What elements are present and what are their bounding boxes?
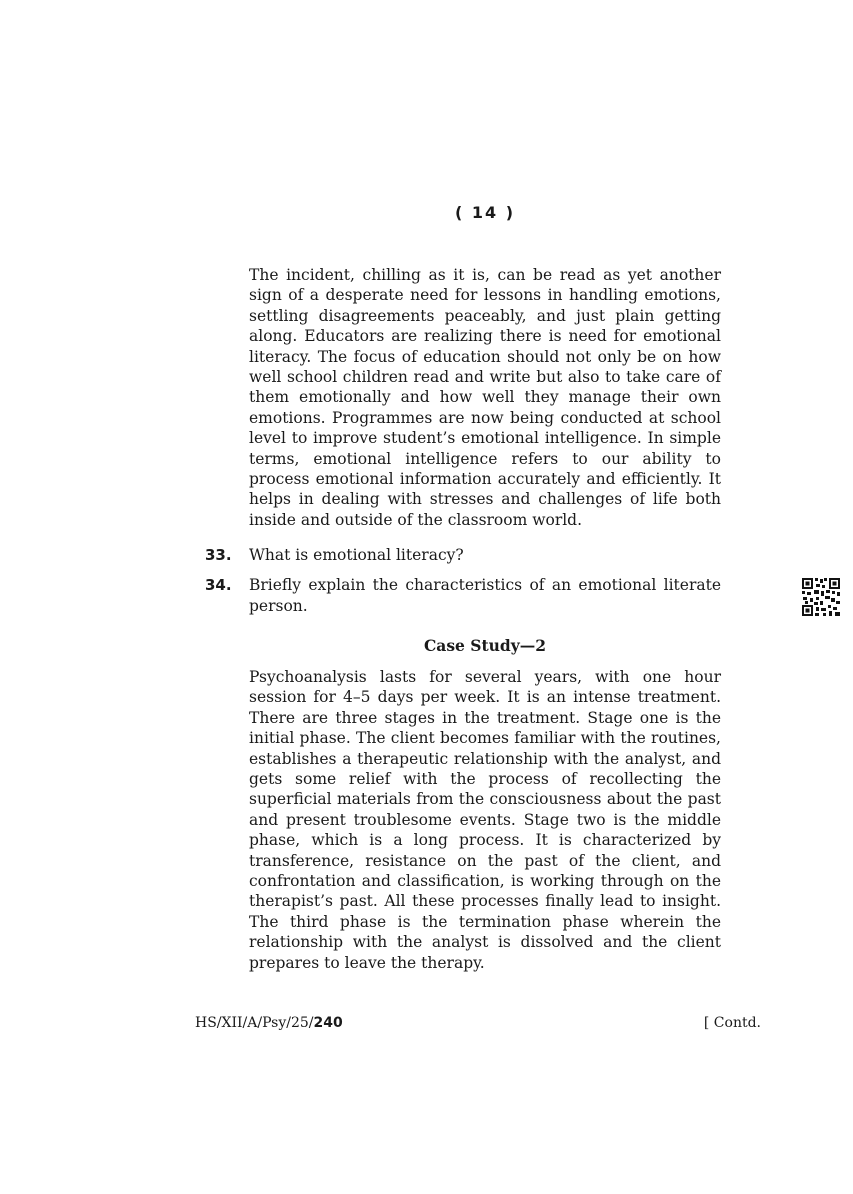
page-number: ( 14 ) xyxy=(454,203,516,222)
question-34 xyxy=(205,575,721,617)
passage-paragraph: The incident, chilling as it is, can be read as yet another sign of a desperate need for lessons in handling emotions, settling disagreements peaceably, and just plain getting along. Educators are realizing there is need for emotional literacy. The focus of education should not only be on how well school children read and write but also to take care of them emotionally and how well they manage their own emotions. Programmes are now being conducted at school level to improve student’s emotional intelligence. In simple terms, emotional intelligence refers to our ability to process emotional information accurately and efficiently. It helps in dealing with stresses and challenges of life both inside and outside of the classroom world. xyxy=(249,266,721,529)
case-study-paragraph: Psychoanalysis lasts for several years, with one hour session for 4–5 days per week. It is an intense treatment. There are three stages in the treatment. Stage one is the initial phase. The client becomes familiar with the routines, establishes a therapeutic relationship with the analyst, and gets some relief with the process of recollecting the superficial materials from the consciousness about the past and present troublesome events. Stage two is the middle phase, which is a long process. It is characterized by transference, resistance on the past of the client, and confrontation and classification, is working through on the therapist’s past. All these processes finally lead to insight. The third phase is the termination phase wherein the relationship with the analyst is dissolved and the client prepares to leave the therapy. xyxy=(249,668,721,972)
question-text: What is emotional literacy? xyxy=(249,546,464,564)
paper-code xyxy=(195,1015,343,1031)
question-number: 34. xyxy=(205,576,232,594)
paper-code-number: 240 xyxy=(313,1015,343,1031)
paper-code-text: HS/XII/A/Psy/25/ xyxy=(195,1015,314,1031)
question-number: 33. xyxy=(205,546,232,564)
question-33 xyxy=(205,545,721,566)
continued-label: [ Contd. xyxy=(703,1015,761,1031)
qr-code-icon xyxy=(801,577,841,617)
case-study-heading: Case Study—2 xyxy=(423,636,547,655)
question-text: Briefly explain the characteristics of an emotional literate person. xyxy=(249,576,721,615)
